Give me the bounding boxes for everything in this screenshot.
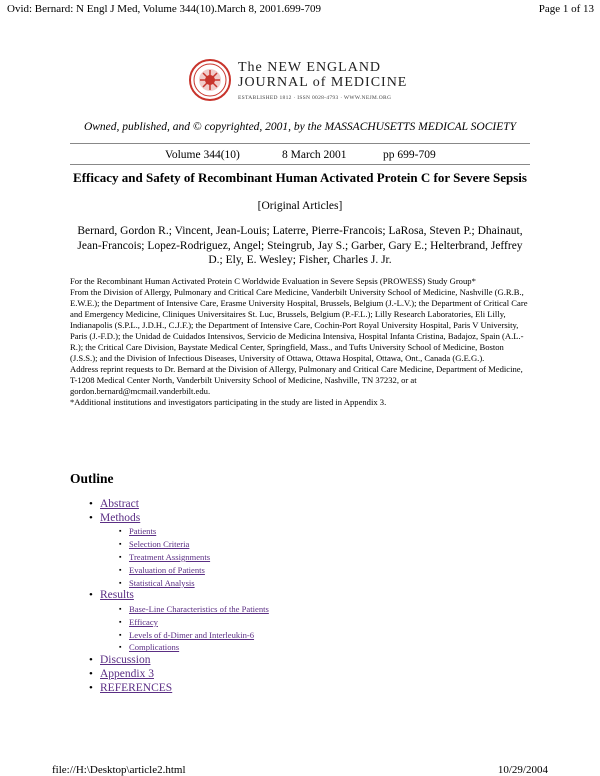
outline-subitem	[70, 577, 530, 590]
outline-link-complications[interactable]: Complications	[129, 642, 180, 653]
divider	[70, 143, 530, 144]
nejm-seal-icon	[188, 58, 232, 102]
outline-link-appendix-3[interactable]: Appendix 3	[100, 667, 154, 680]
print-header-page: Page 1 of 13	[538, 3, 594, 15]
copyright-line: Owned, published, and © copyrighted, 2001, by the MASSACHUSETTS MEDICAL SOCIETY	[83, 121, 517, 133]
journal-name-line2: JOURNAL of MEDICINE	[238, 75, 408, 90]
outline-item-abstract	[70, 498, 530, 512]
outline-link-baseline-characteristics[interactable]: Base-Line Characteristics of the Patients	[129, 604, 269, 615]
article-authors: Bernard, Gordon R.; Vincent, Jean-Louis; Laterre, Pierre-Francois; LaRosa, Steven P.; Dhainaut, Jean-Francois; Lopez-Rodriguez, Angel; Steingrub, Jay S.; Garber, Gary E.; Helterbrand, Jeffrey D.; Ely, E. Wesley; Fisher, Charles J. Jr.	[77, 225, 523, 266]
affiliations	[70, 276, 530, 408]
outline-subitem	[70, 551, 530, 564]
outline-subitem	[70, 564, 530, 577]
reprint-address: Address reprint requests to Dr. Bernard at the Division of Allergy, Pulmonary and Critical Care Medicine, Department of Medicine, T-1208 Medical Center North, Vanderbilt University School of Medicine, Nashville, TN 37232, or at gordon.bernard@mcmail.vanderbilt.edu.	[70, 364, 523, 396]
divider	[70, 164, 530, 165]
outline-item-appendix-3	[70, 668, 530, 682]
outline-item-methods	[70, 512, 530, 526]
outline-link-evaluation-of-patients[interactable]: Evaluation of Patients	[129, 564, 205, 575]
outline-heading: Outline	[70, 471, 114, 486]
journal-logo	[188, 58, 413, 106]
outline-subitem	[70, 641, 530, 654]
print-footer-date: 10/29/2004	[497, 764, 548, 776]
journal-name-line1: The NEW ENGLAND	[238, 60, 382, 75]
outline-link-levels-d-dimer[interactable]: Levels of d-Dimer and Interleukin-6	[129, 629, 255, 640]
outline-item-references	[70, 682, 530, 696]
outline-subitem	[70, 629, 530, 642]
outline-link-discussion[interactable]: Discussion	[100, 654, 151, 667]
article-type: [Original Articles]	[257, 200, 343, 212]
issue-volume: Volume 344(10)	[165, 149, 240, 161]
outline-link-treatment-assignments[interactable]: Treatment Assignments	[129, 552, 211, 562]
outline-subitem	[70, 538, 530, 551]
outline-link-efficacy[interactable]: Efficacy	[129, 616, 158, 627]
issue-date: 8 March 2001	[282, 149, 347, 161]
outline-subitem	[70, 525, 530, 538]
outline-link-abstract[interactable]: Abstract	[100, 498, 139, 510]
outline-link-statistical-analysis[interactable]: Statistical Analysis	[129, 577, 195, 588]
outline-subitem	[70, 603, 530, 616]
outline-link-methods[interactable]: Methods	[100, 511, 141, 524]
outline-item-results	[70, 589, 530, 603]
outline-link-references[interactable]: REFERENCES	[100, 681, 173, 694]
print-header-title: Ovid: Bernard: N Engl J Med, Volume 344(10).March 8, 2001.699-709	[7, 3, 321, 15]
affiliation-divisions: From the Division of Allergy, Pulmonary and Critical Care Medicine, Vanderbilt University School of Medicine, Nashville (G.R.B., E.W.E.); the Department of Intensive Care, Erasme University Hospital, Brussels, Belgium (J.-L.V.); the Department of Critical Care and Emergency Medicine, Cliniques Universitaires St. Luc, Brussels, Belgium (P.-F.L.); Lilly Research Laboratories, Eli Lilly, Indianapolis (S.P.L., J.D.H., C.J.F.); the Department of Intensive Care, Cochin-Port Royal University Hospital, Paris V University, Paris (J.-F.D.); the Unidad de Cuidados Intensivos, Servicio de Medicina Intensiva, Hospital Infanta Cristina, Badajoz, Spain (A.L.-R.); the Critical Care Division, Baystate Medical Center, Springfield, Mass., and Tufts University School of Medicine, Boston (J.S.S.); and the Division of Infectious Diseases, University of Ottawa, Ottawa Hospital, Ottawa, Ont., Canada (G.E.G.).	[70, 287, 528, 363]
journal-established: ESTABLISHED 1812 · ISSN 0028-4793 · WWW.NEJM.ORG	[238, 95, 392, 101]
study-group: For the Recombinant Human Activated Protein C Worldwide Evaluation in Severe Sepsis (PROWESS) Study Group*	[70, 276, 476, 286]
outline-link-selection-criteria[interactable]: Selection Criteria	[129, 539, 190, 550]
outline-list	[70, 498, 530, 695]
outline-item-discussion	[70, 654, 530, 668]
print-footer-url: file://H:\Desktop\article2.html	[52, 764, 186, 776]
outline-link-results[interactable]: Results	[100, 589, 134, 602]
article-title: Efficacy and Safety of Recombinant Human Activated Protein C for Severe Sepsis	[73, 170, 527, 185]
issue-pages: pp 699-709	[383, 149, 436, 161]
appendix-note: *Additional institutions and investigators participating in the study are listed in Appendix 3.	[70, 397, 387, 407]
outline-link-patients[interactable]: Patients	[129, 526, 157, 537]
outline-subitem	[70, 616, 530, 629]
